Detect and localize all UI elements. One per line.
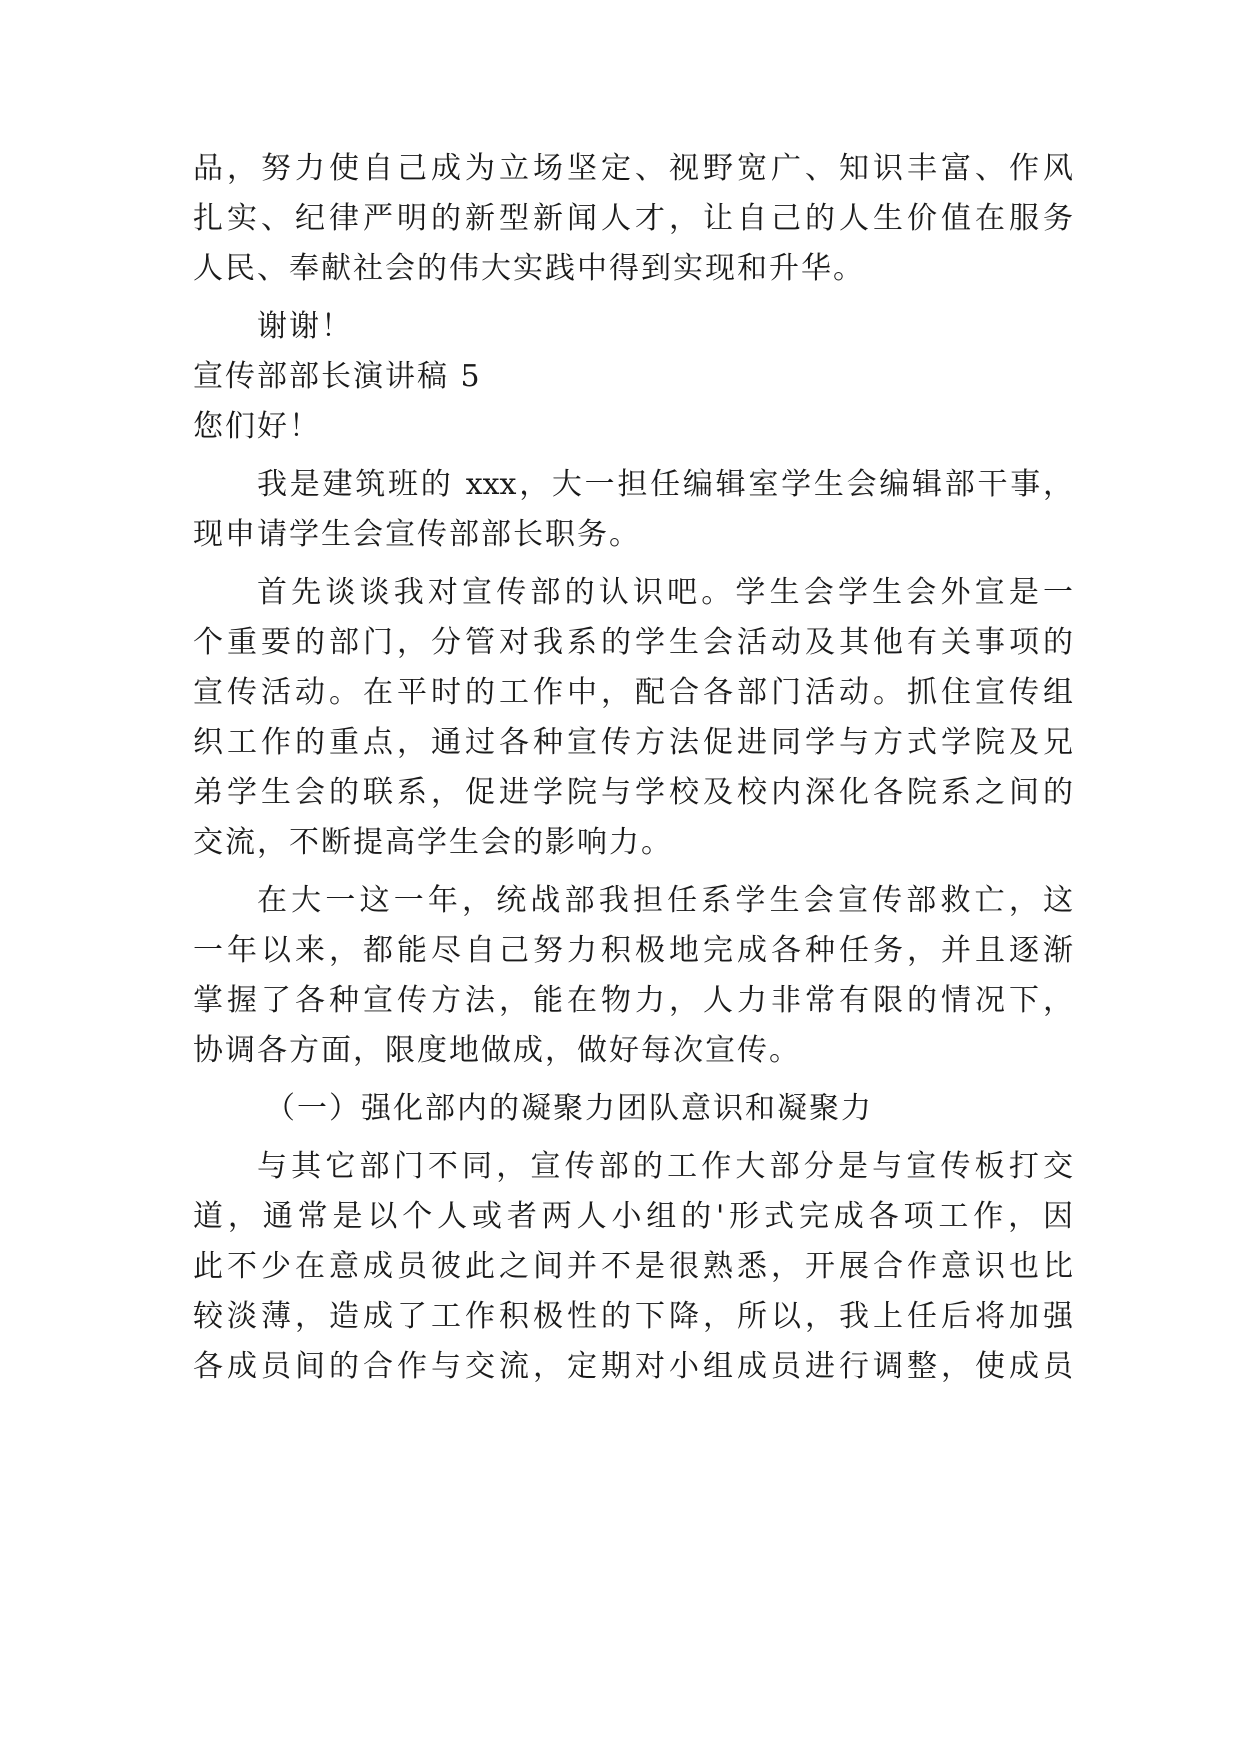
body-line: 较淡薄，造成了工作积极性的下降，所以，我上任后将加强 bbox=[193, 1299, 1073, 1334]
body-line: 一年以来，都能尽自己努力积极地完成各种任务，并且逐渐 bbox=[193, 933, 1073, 968]
body-line: 掌握了各种宣传方法，能在物力，人力非常有限的情况下， bbox=[193, 983, 1073, 1018]
paragraph-first-line: 在大一这一年，统战部我担任系学生会宣传部救亡，这 bbox=[257, 883, 1073, 918]
subsection-heading: （一）强化部内的凝聚力团队意识和凝聚力 bbox=[265, 1091, 873, 1126]
section-heading: 宣传部部长演讲稿 5 bbox=[193, 359, 482, 394]
body-line: 交流，不断提高学生会的影响力。 bbox=[193, 825, 673, 860]
body-line: 扎实、纪律严明的新型新闻人才，让自己的人生价值在服务 bbox=[193, 201, 1073, 236]
closing-thanks: 谢谢！ bbox=[257, 309, 353, 344]
greeting: 您们好！ bbox=[193, 409, 321, 444]
paragraph-first-line: 我是建筑班的 xxx，大一担任编辑室学生会编辑部干事， bbox=[257, 467, 1073, 502]
body-line: 协调各方面，限度地做成，做好每次宣传。 bbox=[193, 1033, 801, 1068]
body-line: 各成员间的合作与交流，定期对小组成员进行调整，使成员 bbox=[193, 1349, 1073, 1384]
paragraph-first-line: 与其它部门不同，宣传部的工作大部分是与宣传板打交 bbox=[257, 1149, 1073, 1184]
body-line: 品，努力使自己成为立场坚定、视野宽广、知识丰富、作风 bbox=[193, 151, 1073, 186]
body-line: 弟学生会的联系，促进学院与学校及校内深化各院系之间的 bbox=[193, 775, 1073, 810]
body-line: 个重要的部门，分管对我系的学生会活动及其他有关事项的 bbox=[193, 625, 1073, 660]
body-line: 现申请学生会宣传部部长职务。 bbox=[193, 517, 641, 552]
body-line: 道，通常是以个人或者两人小组的'形式完成各项工作，因 bbox=[193, 1199, 1073, 1234]
body-line: 织工作的重点，通过各种宣传方法促进同学与方式学院及兄 bbox=[193, 725, 1073, 760]
body-line: 宣传活动。在平时的工作中，配合各部门活动。抓住宣传组 bbox=[193, 675, 1073, 710]
paragraph-first-line: 首先谈谈我对宣传部的认识吧。学生会学生会外宣是一 bbox=[257, 575, 1073, 610]
body-line: 此不少在意成员彼此之间并不是很熟悉，开展合作意识也比 bbox=[193, 1249, 1073, 1284]
body-line: 人民、奉献社会的伟大实践中得到实现和升华。 bbox=[193, 251, 865, 286]
